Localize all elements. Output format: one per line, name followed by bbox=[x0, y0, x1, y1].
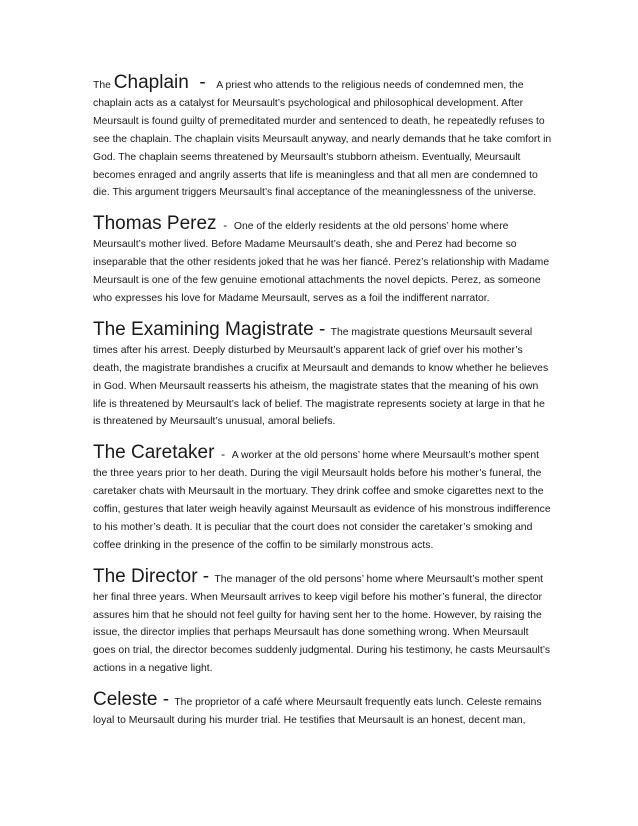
character-description: One of the elderly residents at the old persons’ home where Meursault’s mother lived. Before Madame Meursault’s death, she and Perez had become so inseparable that the other residents joked that he was her fiancé. Perez’s relationship with Madame Meursault is one of the few genuine emotional attachments the novel depicts. Perez, as someone who expresses his love for Madame Meursault, serves as a foil the indifferent narrator. bbox=[93, 221, 550, 304]
entry-prefix: The bbox=[93, 80, 114, 91]
name-separator: - bbox=[216, 218, 234, 233]
character-name: The Caretaker bbox=[93, 442, 215, 464]
character-name: Chaplain bbox=[113, 72, 189, 93]
entry-examining-magistrate bbox=[93, 318, 553, 431]
character-description: A priest who attends to the religious needs of condemned men, the chaplain acts as a catalyst for Meursault’s psychological and philosophical development. After Meursault is found guilty of premeditated murder and sentenced to death, he repeatedly refuses to see the chaplain. The chaplain visits Meursault anyway, and nearly demands that he take comfort in God. The chaplain seems threatened by Meursault’s stubborn atheism. Eventually, Meursault becomes enraged and angrily asserts that life is meaningless and that all men are condemned to die. This argument triggers Meursault’s final acceptance of the meaninglessness of the universe. bbox=[93, 80, 552, 199]
name-separator: - bbox=[157, 689, 175, 711]
character-name: Celeste bbox=[93, 689, 158, 711]
name-separator: - bbox=[214, 447, 232, 462]
entry-caretaker bbox=[93, 444, 553, 554]
entry-thomas-perez bbox=[93, 215, 553, 308]
character-description: The magistrate questions Meursault several times after his arrest. Deeply disturbed by Meursault’s apparent lack of grief over his mother’s death, the magistrate brandishes a crucifix at Meursault and demands to know whether he believes in God. When Meursault reasserts his atheism, the magistrate states that the meaning of his own life is threatened by Meursault’s lack of belief. The magistrate represents society at large in that he is threatened by Meursault’s unusual, amoral beliefs. bbox=[93, 326, 549, 428]
character-name: The Director bbox=[93, 565, 198, 587]
entry-celeste bbox=[93, 691, 553, 730]
character-description: A worker at the old persons’ home where Meursault’s mother spent the three years prior to her death. During the vigil Meursault holds before his mother’s funeral, the caretaker chats with Meursault in the mortuary. They drink coffee and smoke cigarettes next to the coffin, gestures that later weigh heavily against Meursault as evidence of his monstrous indifference to his mother’s death. It is peculiar that the court does not consider the caretaker’s smoking and coffee drinking in the presence of the coffin to be similarly monstrous acts. bbox=[93, 450, 551, 551]
character-description: The proprietor of a café where Meursault frequently eats lunch. Celeste remains loyal to Meursault during his murder trial. He testifies that Meursault is an honest, decent man, bbox=[93, 697, 542, 727]
character-name: The Examining Magistrate bbox=[93, 318, 314, 340]
name-separator: - bbox=[197, 565, 215, 587]
entry-chaplain bbox=[93, 74, 553, 202]
name-separator: - bbox=[313, 318, 331, 340]
character-description: The manager of the old persons’ home where Meursault’s mother spent her final three years. When Meursault arrives to keep vigil before his mother’s funeral, the director assures him that he should not feel guilty for having sent her to the home. However, by raising the issue, the director implies that perhaps Meursault has done something wrong. When Meursault goes on trial, the director becomes suddenly judgmental. During his testimony, he casts Meursault’s actions in a negative light. bbox=[93, 573, 551, 675]
character-name: Thomas Perez bbox=[93, 213, 217, 235]
name-separator: - bbox=[188, 72, 217, 93]
entry-director bbox=[93, 565, 553, 678]
character-list bbox=[93, 74, 553, 743]
